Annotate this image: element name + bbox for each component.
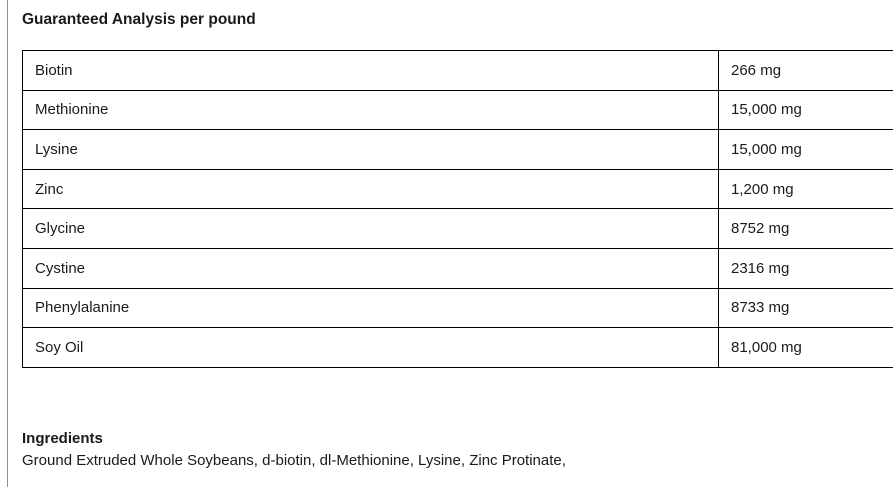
nutrient-amount: 266 mg [719,51,893,91]
table-row [23,209,893,249]
nutrient-amount: 8733 mg [719,288,893,328]
nutrient-amount: 8752 mg [719,209,893,249]
table-row [23,51,893,91]
nutrient-name: Methionine [23,90,719,130]
nutrient-name: Glycine [23,209,719,249]
table-row [23,248,893,288]
page-edge-line [7,0,8,487]
nutrient-name: Soy Oil [23,328,719,368]
ingredients-text: Ground Extruded Whole Soybeans, d-biotin, dl-Methionine, Lysine, Zinc Protinate, [22,452,566,469]
nutrient-amount: 81,000 mg [719,328,893,368]
guaranteed-analysis-title: Guaranteed Analysis per pound [22,11,256,28]
ingredients-heading: Ingredients [22,430,103,447]
nutrient-name: Lysine [23,130,719,170]
nutrient-amount: 1,200 mg [719,169,893,209]
guaranteed-analysis-table-body [23,51,893,368]
nutrient-name: Phenylalanine [23,288,719,328]
table-row [23,90,893,130]
table-row [23,328,893,368]
table-row [23,169,893,209]
nutrient-amount: 15,000 mg [719,130,893,170]
nutrient-name: Cystine [23,248,719,288]
nutrient-name: Zinc [23,169,719,209]
guaranteed-analysis-table [22,50,893,368]
nutrient-amount: 15,000 mg [719,90,893,130]
nutrient-name: Biotin [23,51,719,91]
table-row [23,130,893,170]
nutrient-amount: 2316 mg [719,248,893,288]
table-row [23,288,893,328]
